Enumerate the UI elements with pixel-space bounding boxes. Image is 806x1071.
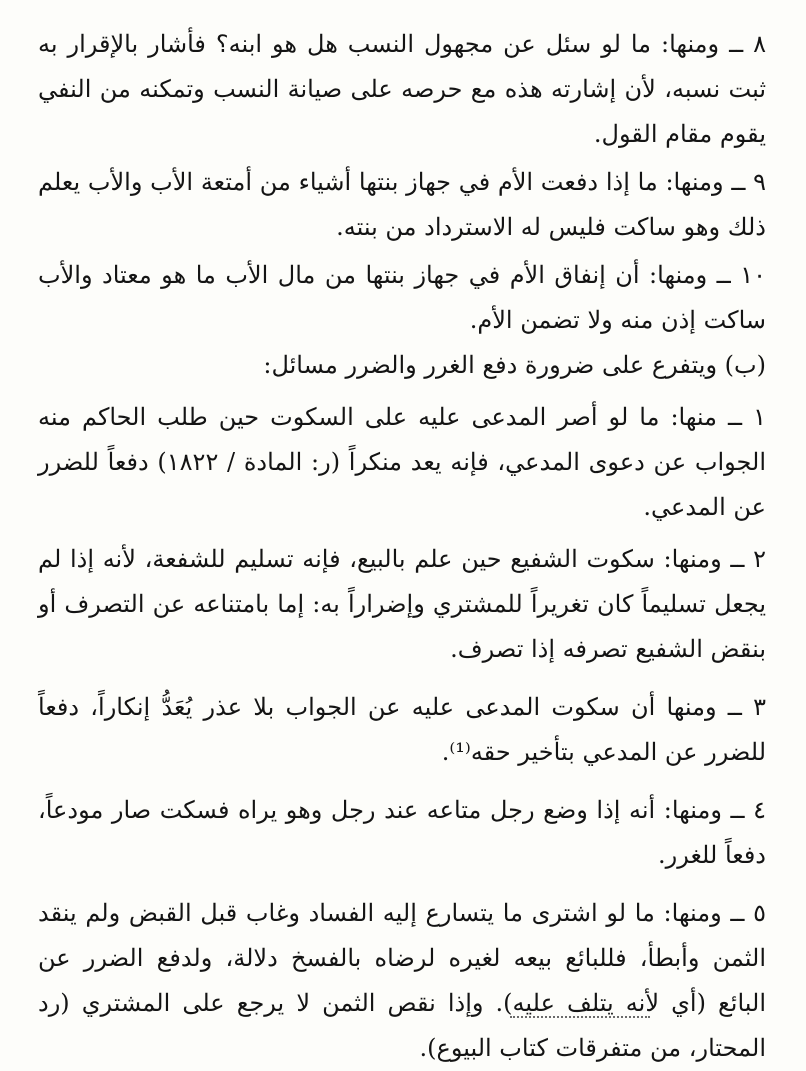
paragraph-item-b-4: ٤ ــ ومنها: أنه إذا وضع رجل متاعه عند رجل وهو يراه فسكت صار مودعاً، دفعاً للغرر.	[38, 796, 766, 869]
paragraph-item-b-3: ٣ ــ ومنها أن سكوت المدعى عليه عن الجواب بلا عذر يُعَدُّ إنكاراً، دفعاً للضرر عن المدعي بتأخير حقه⁽¹⁾.	[38, 693, 766, 766]
paragraph-item-b-1: ١ ــ منها: ما لو أصر المدعى عليه على السكوت حين طلب الحاكم منه الجواب عن دعوى المدعي، فإنه يعد منكراً (ر: المادة / ١٨٢٢) دفعاً للضرر عن المدعي.	[38, 403, 766, 521]
section-heading-b: (ب) ويتفرع على ضرورة دفع الغرر والضرر مسائل:	[263, 351, 766, 379]
paragraph-item-8: ٨ ــ ومنها: ما لو سئل عن مجهول النسب هل هو ابنه؟ فأشار بالإقرار به ثبت نسبه، لأن إشارته هذه مع حرصه على صيانة النسب وتمكنه من النفي يقوم مقام القول.	[38, 30, 766, 148]
paragraph-item-9: ٩ ــ ومنها: ما إذا دفعت الأم في جهاز بنتها أشياء من أمتعة الأب والأب يعلم ذلك وهو ساكت فليس له الاسترداد من بنته.	[38, 168, 766, 241]
paragraph-item-10: ١٠ ــ ومنها: أن إنفاق الأم في جهاز بنتها من مال الأب ما هو معتاد والأب ساكت إذن منه ولا تضمن الأم.	[38, 261, 766, 334]
paragraph-item-b-5: ٥ ــ ومنها: ما لو اشترى ما يتسارع إليه الفساد وغاب قبل القبض ولم ينقد الثمن وأبطأ، فللبائع بيعه لغيره لرضاه بالفسخ دلالة، ولدفع الضرر عن البائع (أي لأنه يتلف عليه). وإذا نقص الثمن لا يرجع على المشتري (رد المحتار، من متفرقات كتاب البيوع).	[38, 899, 766, 1062]
paragraph-item-b-2: ٢ ــ ومنها: سكوت الشفيع حين علم بالبيع، فإنه تسليم للشفعة، لأنه إذا لم يجعل تسليماً كان تغريراً للمشتري وإضراراً به: إما بامتناعه عن التصرف أو بنقض الشفيع تصرفه إذا تصرف.	[38, 545, 766, 663]
next-page-edge-mark	[510, 1016, 650, 1020]
